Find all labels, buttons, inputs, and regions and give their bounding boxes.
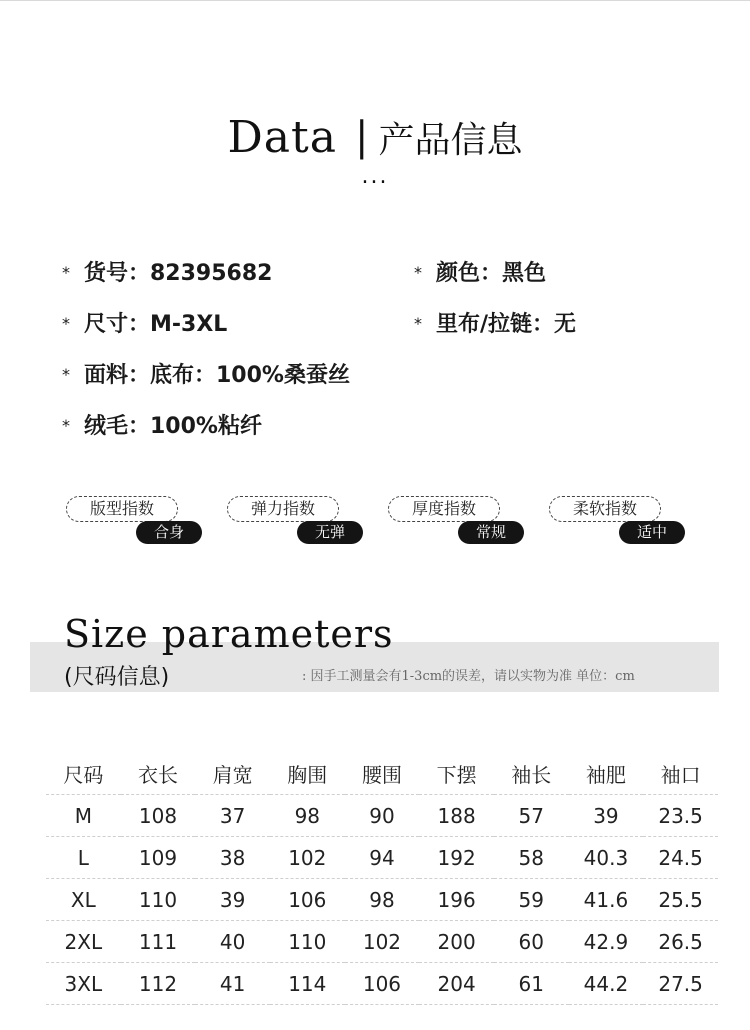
fit-index-value: 合身 — [136, 521, 202, 544]
header-sleeve-width: 袖肥 — [585, 762, 626, 787]
bullet-star-icon: * — [62, 416, 70, 435]
table-header-row — [46, 752, 718, 795]
stretch-index-badge — [227, 496, 345, 552]
table-row — [46, 837, 718, 879]
stretch-index-label: 弹力指数 — [227, 496, 339, 522]
color-text: 颜色：黑色 — [436, 261, 547, 286]
table-row — [46, 963, 718, 1005]
table-cell: 39 — [195, 879, 270, 921]
info-color — [414, 256, 546, 287]
page-title — [0, 112, 750, 163]
title-separator: | — [354, 114, 369, 160]
size-section-note: : 因手工测量会有1-3cm的误差，请以实物为准 单位：cm — [302, 669, 635, 684]
title-zh: 产品信息 — [378, 120, 523, 161]
table-cell: 111 — [121, 921, 196, 963]
table-cell: 59 — [494, 879, 569, 921]
size-section-title: Size parameters — [64, 612, 394, 656]
table-cell: 192 — [419, 837, 494, 879]
table-cell: 3XL — [46, 963, 121, 1005]
table-cell: 102 — [270, 837, 345, 879]
info-size — [62, 307, 227, 338]
info-lining-zipper — [414, 307, 576, 338]
softness-index-value: 适中 — [619, 521, 685, 544]
table-cell: 204 — [419, 963, 494, 1005]
fabric-text: 面料：底布：100%桑蚕丝 — [84, 363, 350, 388]
bullet-star-icon: * — [62, 365, 70, 384]
bullet-star-icon: * — [414, 263, 422, 282]
top-divider — [0, 0, 750, 1]
table-cell: M — [46, 795, 121, 837]
thickness-index-badge — [388, 496, 506, 552]
table-cell: 42.9 — [569, 921, 644, 963]
table-cell: 112 — [121, 963, 196, 1005]
fit-index-label: 版型指数 — [66, 496, 178, 522]
table-cell: L — [46, 837, 121, 879]
table-cell: 108 — [121, 795, 196, 837]
title-en: Data — [227, 112, 337, 163]
table-cell: 196 — [419, 879, 494, 921]
table-cell: 60 — [494, 921, 569, 963]
table-cell: 39 — [569, 795, 644, 837]
table-cell: 200 — [419, 921, 494, 963]
table-cell: 26.5 — [643, 921, 718, 963]
table-cell: 58 — [494, 837, 569, 879]
table-row — [46, 921, 718, 963]
softness-index-badge — [549, 496, 667, 552]
size-section-subtitle: (尺码信息) — [64, 665, 170, 690]
thickness-index-value: 常规 — [458, 521, 524, 544]
table-row — [46, 795, 718, 837]
title-dots: ... — [361, 164, 389, 189]
info-item-number — [62, 256, 272, 287]
info-pile — [62, 409, 262, 440]
table-cell: 24.5 — [643, 837, 718, 879]
header-hem: 下摆 — [436, 762, 477, 787]
table-cell: 44.2 — [569, 963, 644, 1005]
table-cell: 2XL — [46, 921, 121, 963]
size-table — [46, 752, 718, 1005]
header-chest: 胸围 — [287, 762, 328, 787]
table-cell: 40 — [195, 921, 270, 963]
fit-index-badge — [66, 496, 184, 552]
header-length: 衣长 — [137, 762, 178, 787]
header-sleeve-length: 袖长 — [511, 762, 552, 787]
table-cell: 114 — [270, 963, 345, 1005]
size-text: 尺寸：M-3XL — [84, 312, 228, 337]
table-cell: 23.5 — [643, 795, 718, 837]
item-number-text: 货号：82395682 — [84, 261, 273, 286]
header-cuff: 袖口 — [660, 762, 701, 787]
header-shoulder: 肩宽 — [212, 762, 253, 787]
table-cell: 27.5 — [643, 963, 718, 1005]
table-cell: 110 — [270, 921, 345, 963]
table-cell: 98 — [345, 879, 420, 921]
table-cell: 109 — [121, 837, 196, 879]
table-cell: 25.5 — [643, 879, 718, 921]
table-cell: 98 — [270, 795, 345, 837]
table-cell: 106 — [345, 963, 420, 1005]
thickness-index-label: 厚度指数 — [388, 496, 500, 522]
stretch-index-value: 无弹 — [297, 521, 363, 544]
bullet-star-icon: * — [414, 314, 422, 333]
info-fabric — [62, 358, 350, 389]
header-size: 尺码 — [63, 762, 104, 787]
table-cell: 188 — [419, 795, 494, 837]
table-cell: 57 — [494, 795, 569, 837]
table-cell: 40.3 — [569, 837, 644, 879]
table-cell: 102 — [345, 921, 420, 963]
table-cell: 61 — [494, 963, 569, 1005]
bullet-star-icon: * — [62, 263, 70, 282]
softness-index-label: 柔软指数 — [549, 496, 661, 522]
table-cell: 106 — [270, 879, 345, 921]
table-cell: 94 — [345, 837, 420, 879]
table-cell: 110 — [121, 879, 196, 921]
table-row — [46, 879, 718, 921]
table-cell: 41 — [195, 963, 270, 1005]
header-waist: 腰围 — [361, 762, 402, 787]
bullet-star-icon: * — [62, 314, 70, 333]
table-cell: 90 — [345, 795, 420, 837]
table-cell: 41.6 — [569, 879, 644, 921]
pile-text: 绒毛：100%粘纤 — [84, 414, 262, 439]
table-cell: XL — [46, 879, 121, 921]
table-cell: 38 — [195, 837, 270, 879]
table-cell: 37 — [195, 795, 270, 837]
lining-zipper-text: 里布/拉链：无 — [436, 312, 577, 337]
